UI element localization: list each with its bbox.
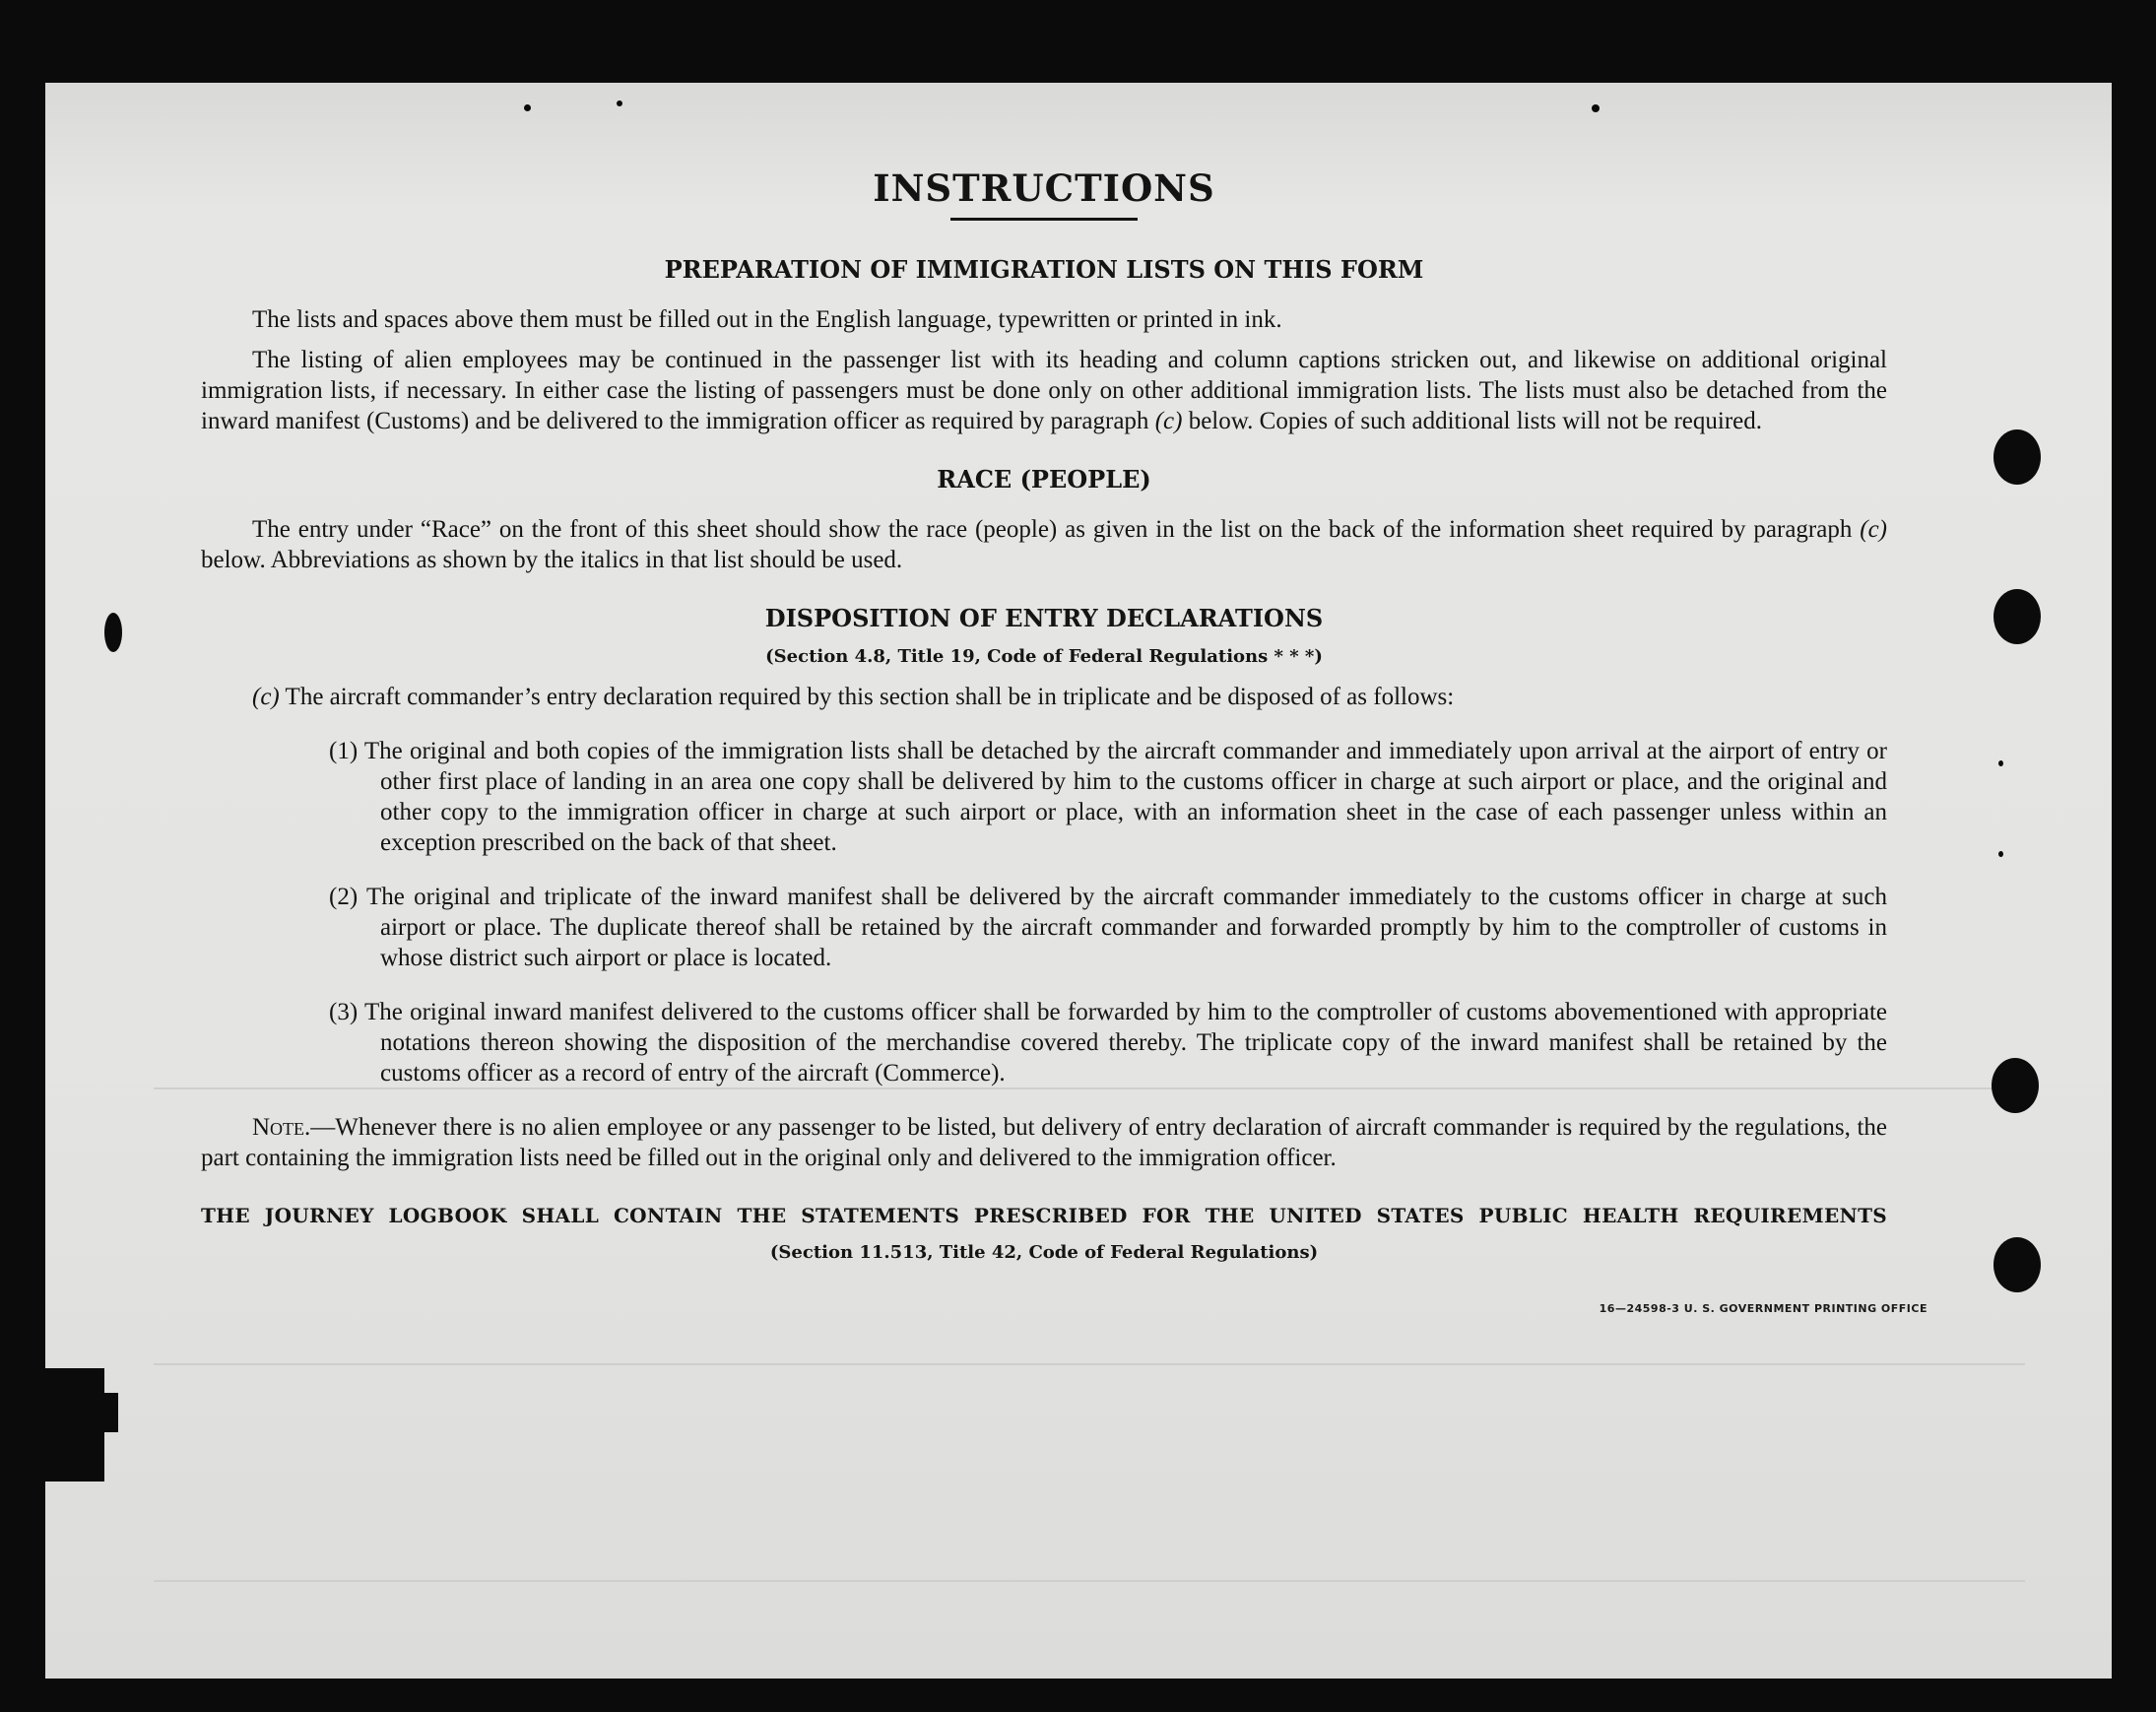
punch-hole — [1992, 1058, 2039, 1113]
bleed-through-line — [154, 1363, 2025, 1365]
printing-office-imprint: 16—24598-3 U. S. GOVERNMENT PRINTING OFFICE — [1599, 1302, 1927, 1315]
paragraph-text: below. Copies of such additional lists will not be required. — [1182, 408, 1762, 434]
paragraph-preparation-1: The lists and spaces above them must be filled out in the English language, typewritten or printed in ink. — [252, 306, 1282, 333]
subheading-disposition: (Section 4.8, Title 19, Code of Federal Regulations * * *) — [765, 646, 1323, 667]
logbook-statement: THE JOURNEY LOGBOOK SHALL CONTAIN THE STATEMENTS PRESCRIBED FOR THE UNITED STATES PUBLIC HEALTH REQUIREMENTS — [201, 1204, 1887, 1227]
paragraph-text: below. Abbreviations as shown by the italics in that list should be used. — [201, 547, 903, 573]
heading-disposition: DISPOSITION OF ENTRY DECLARATIONS — [764, 604, 1324, 632]
disposition-item: (2) The original and triplicate of the inward manifest shall be delivered by the aircraft commander immediately to the customs officer in charge at such airport or place. The duplicate thereof shall be retained by the aircraft commander and forwarded promptly by him to the comptroller of customs in whose district such airport or place is located. — [329, 884, 1887, 971]
heading-race: RACE (PEOPLE) — [937, 465, 1151, 494]
paragraph-text: The entry under “Race” on the front of this sheet should show the race (people) as given in the list on the back of the information sheet required by paragraph — [252, 516, 1861, 543]
page-title: INSTRUCTIONS — [873, 166, 1215, 210]
scan-speck — [1998, 851, 2003, 857]
torn-edge — [104, 1393, 118, 1432]
paragraph-race — [201, 514, 1887, 575]
paragraph-text: —Whenever there is no alien employee or any passenger to be listed, but delivery of entry declaration of aircraft commander is required by the regulations, the part containing the immigration lists need be filled out in the original only and delivered to the immigration officer. — [201, 1114, 1887, 1171]
disposition-item: (1) The original and both copies of the immigration lists shall be detached by the aircraft commander and immediately upon arrival at the airport of entry or other first place of landing in an area one copy shall be delivered by him to the customs officer in charge at such airport or place, and the original and other copy to the immigration officer in charge at such airport or place, with an information sheet in the case of each passenger unless within an exception prescribed on the back of that sheet. — [329, 738, 1887, 856]
title-rule — [950, 218, 1138, 221]
paragraph-text: The aircraft commander’s entry declaration required by this section shall be in triplicate and be disposed of as follows: — [279, 684, 1455, 710]
punch-hole — [1993, 589, 2041, 644]
paragraph-preparation-2 — [201, 345, 1887, 436]
instructions-document — [201, 79, 1887, 1268]
paragraph-ref: (c) — [252, 684, 280, 710]
logbook-citation: (Section 11.513, Title 42, Code of Federal Regulations) — [769, 1242, 1319, 1263]
paragraph-disposition-intro — [201, 682, 1887, 712]
punch-hole — [1993, 1237, 2041, 1292]
torn-edge — [45, 1368, 104, 1482]
note-label: Note. — [252, 1114, 311, 1141]
paragraph-ref: (c) — [1860, 516, 1887, 543]
paragraph-note — [201, 1112, 1887, 1173]
paragraph-ref: (c) — [1154, 408, 1183, 434]
bleed-through-line — [154, 1580, 2025, 1582]
scan-speck — [1998, 760, 2003, 766]
scan-speck — [104, 613, 122, 652]
paragraph-text: The listing of alien employees may be continued in the passenger list with its heading and column captions stricken out, and likewise on additional original immigration lists, if necessary. In either case the listing of passengers must be done only on other additional immigration lists. The lists must also be detached from the inward manifest (Customs) and be delivered to the immigration officer as required by paragraph — [201, 347, 1887, 434]
heading-preparation: PREPARATION OF IMMIGRATION LISTS ON THIS FORM — [664, 255, 1424, 284]
disposition-item: (3) The original inward manifest delivered to the customs officer shall be forwarded by him to the comptroller of customs abovementioned with appropriate notations thereon showing the disposition of the merchandise covered thereby. The triplicate copy of the inward manifest shall be retained by the customs officer as a record of entry of the aircraft (Commerce). — [329, 999, 1887, 1086]
punch-hole — [1993, 429, 2041, 485]
